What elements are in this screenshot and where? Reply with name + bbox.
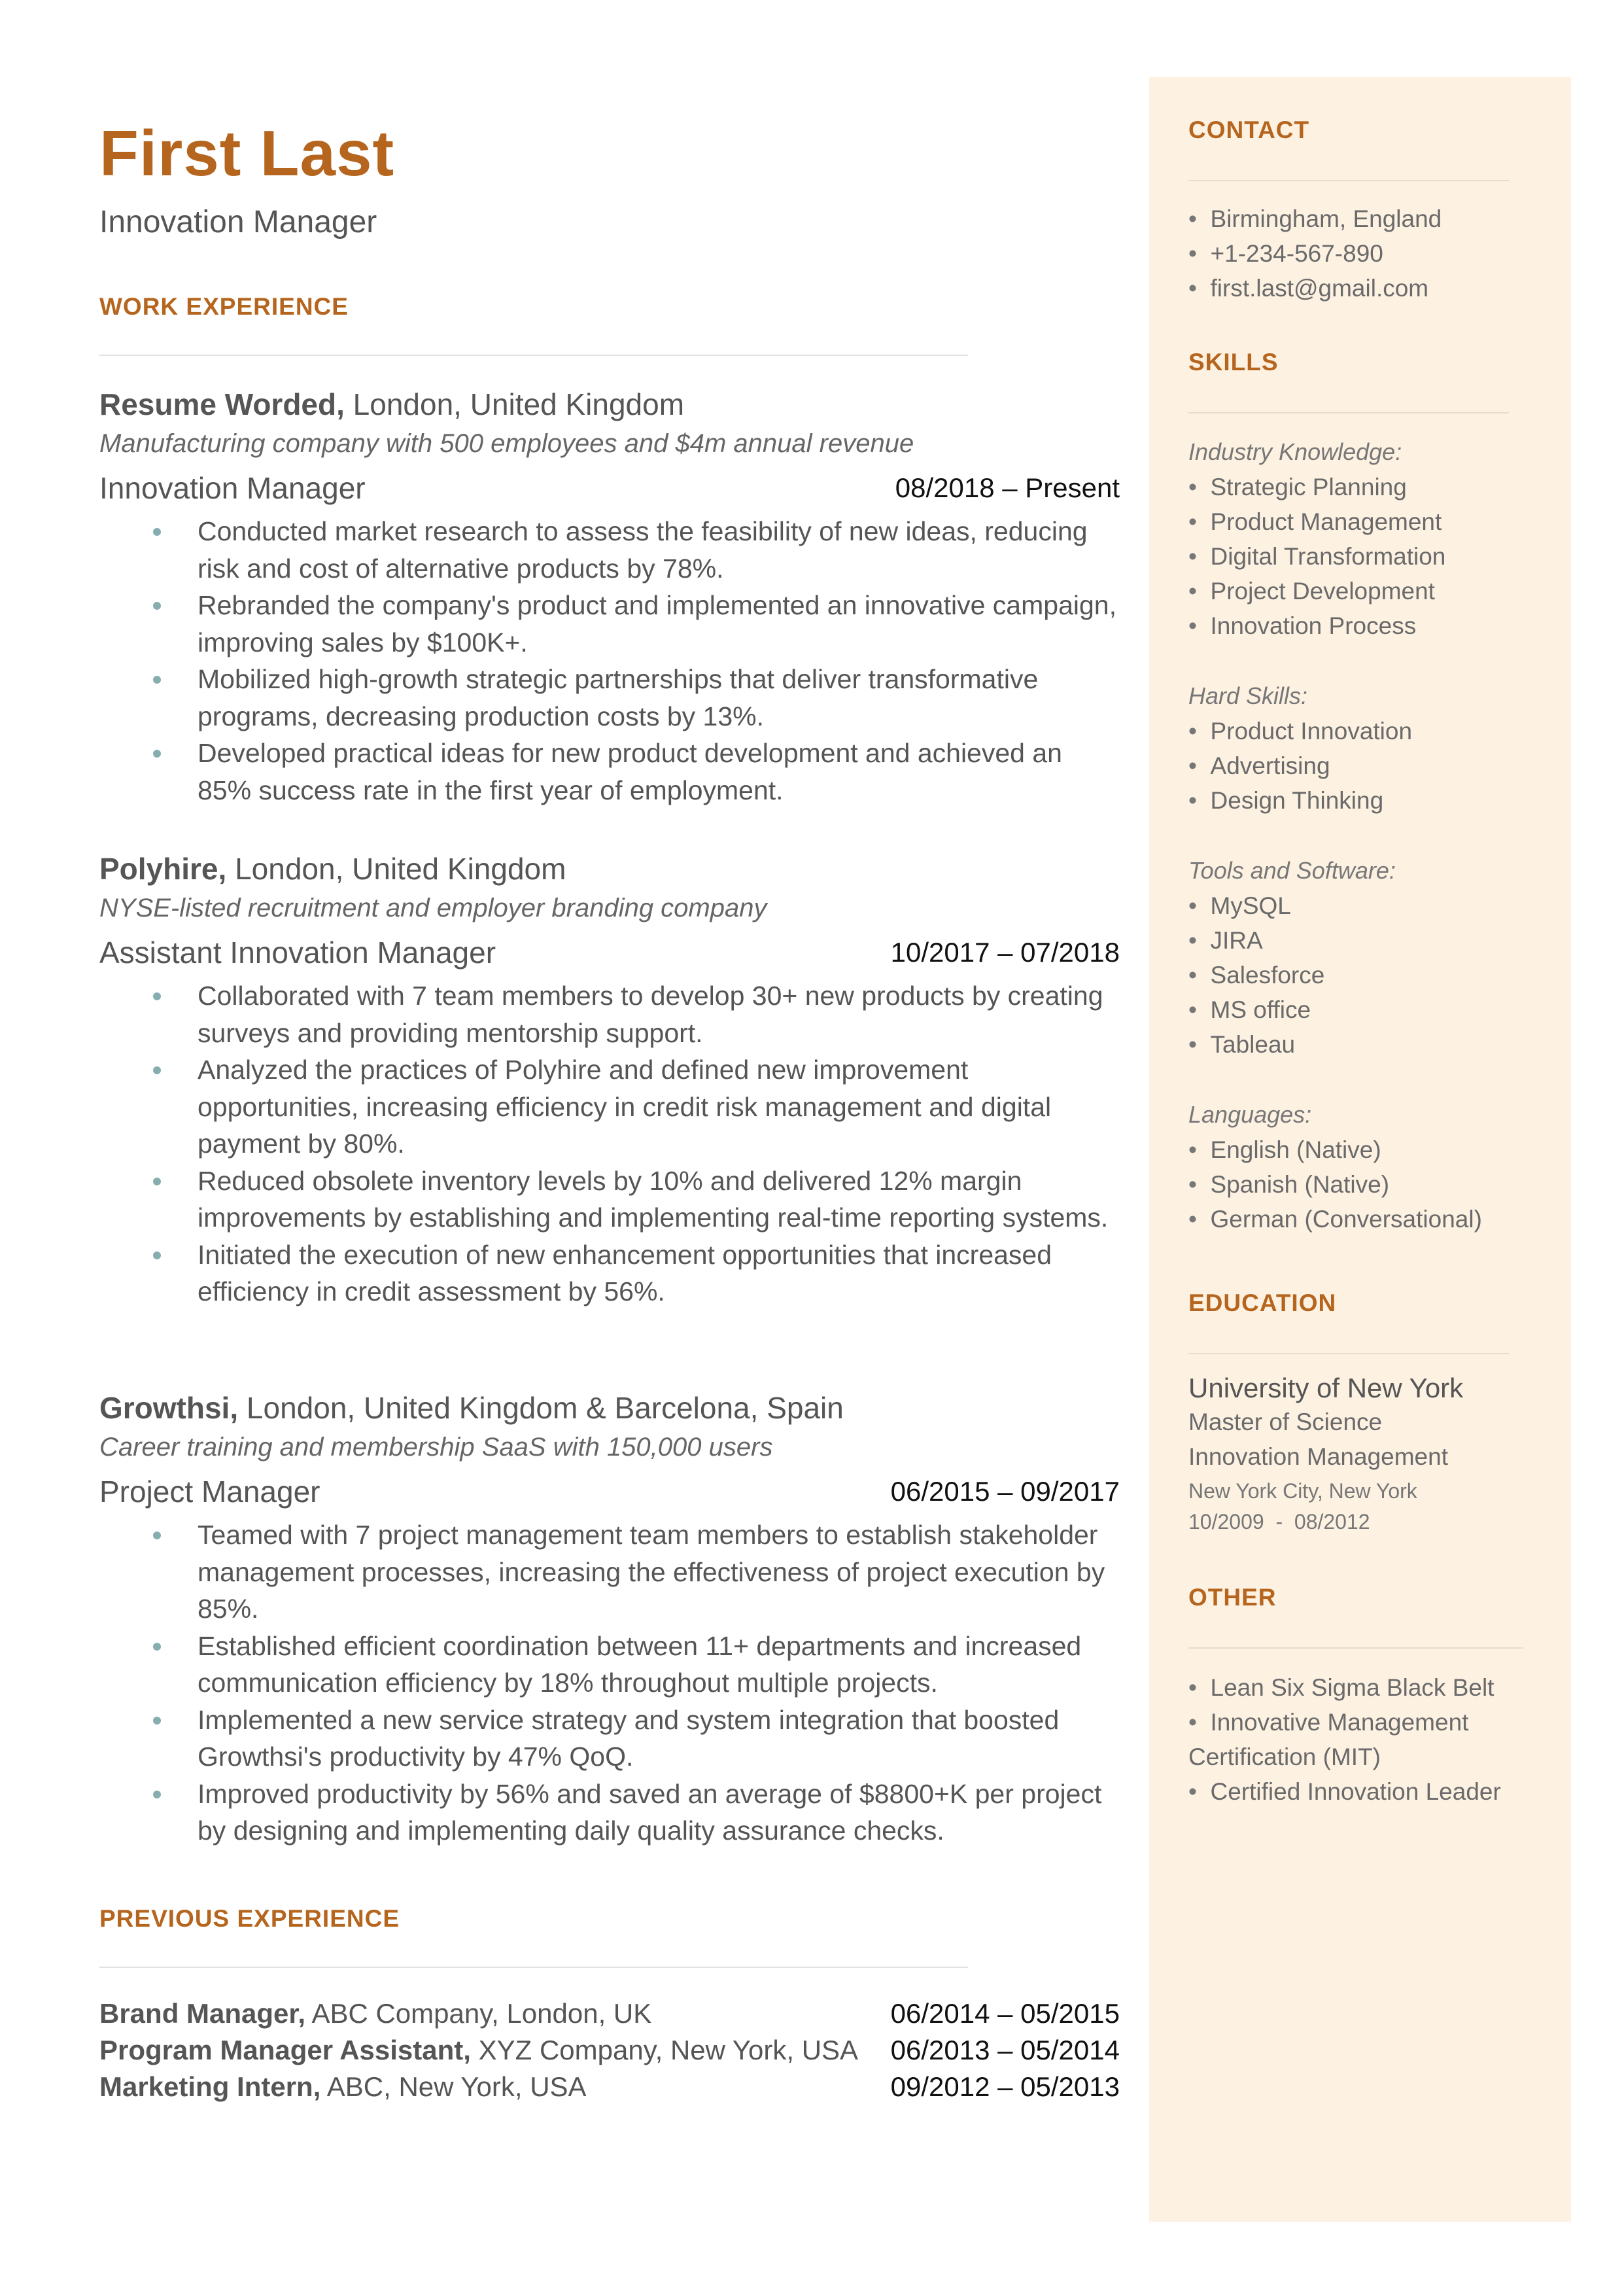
skill-item: • Product Innovation xyxy=(1188,714,1555,748)
previous-dates: 06/2014 – 05/2015 xyxy=(890,1998,1120,2029)
other-item: • Innovative Management Certification (MIT) xyxy=(1188,1705,1529,1774)
skill-list xyxy=(1188,888,1555,1062)
company-line xyxy=(99,1388,1120,1428)
company-name: Resume Worded, xyxy=(99,387,345,421)
candidate-title: Innovation Manager xyxy=(99,205,377,239)
job-role: Project Manager xyxy=(99,1475,320,1509)
skill-list xyxy=(1188,1132,1555,1236)
other-list xyxy=(1188,1670,1529,1809)
skill-category: Hard Skills: xyxy=(1188,682,1308,709)
degree: Master of Science xyxy=(1188,1409,1383,1435)
job-role: Innovation Manager xyxy=(99,471,366,505)
company-description: NYSE-listed recruitment and employer branding company xyxy=(99,894,767,922)
skill-item: • JIRA xyxy=(1188,923,1555,958)
skill-item: • German (Conversational) xyxy=(1188,1202,1555,1236)
company-location: London, United Kingdom & Barcelona, Spain xyxy=(238,1391,844,1425)
previous-role: Marketing Intern, xyxy=(99,2071,321,2102)
job-entry xyxy=(99,1388,1120,1849)
previous-org: ABC Company, London, UK xyxy=(305,1998,652,2029)
previous-org: ABC, New York, USA xyxy=(320,2071,587,2102)
skill-list xyxy=(1188,714,1555,818)
company-name: Polyhire, xyxy=(99,852,227,886)
previous-job-row xyxy=(99,2069,1120,2105)
contact-list xyxy=(1188,201,1555,306)
company-description: Career training and membership SaaS with 150,000 users xyxy=(99,1433,773,1462)
company-name: Growthsi, xyxy=(99,1391,239,1425)
skill-item: • Tableau xyxy=(1188,1027,1555,1062)
company-line xyxy=(99,385,1120,424)
job-dates: 08/2018 – Present xyxy=(895,472,1120,503)
school-location: New York City, New York xyxy=(1188,1479,1417,1503)
job-bullet: Reduced obsolete inventory levels by 10% and delivered 12% margin improvements by establishing and implementing real-time reporting systems. xyxy=(99,1163,1120,1236)
previous-experience-heading: PREVIOUS EXPERIENCE xyxy=(99,1905,400,1932)
job-bullet: Improved productivity by 56% and saved an average of $8800+K per project by designing and implementing daily quality assurance checks. xyxy=(99,1776,1120,1849)
job-bullets xyxy=(99,1516,1120,1849)
other-item: • Certified Innovation Leader xyxy=(1188,1774,1529,1809)
other-item: • Lean Six Sigma Black Belt xyxy=(1188,1670,1529,1705)
previous-role: Program Manager Assistant, xyxy=(99,2035,471,2065)
skill-category: Industry Knowledge: xyxy=(1188,438,1402,465)
role-row xyxy=(99,1467,1120,1516)
contact-heading: CONTACT xyxy=(1188,116,1310,143)
job-bullet: Initiated the execution of new enhancement opportunities that increased efficiency in credit assessment by 56%. xyxy=(99,1236,1120,1310)
skill-item: • MS office xyxy=(1188,992,1555,1027)
section-divider xyxy=(99,1967,968,1968)
company-location: London, United Kingdom xyxy=(226,852,566,886)
company-line xyxy=(99,849,1120,888)
job-bullet: Teamed with 7 project management team members to establish stakeholder management processes, increasing the effectiveness of project execution by 85%. xyxy=(99,1516,1120,1628)
skill-item: • Spanish (Native) xyxy=(1188,1167,1555,1202)
company-description: Manufacturing company with 500 employees and $4m annual revenue xyxy=(99,429,914,458)
skill-item: • Salesforce xyxy=(1188,958,1555,992)
job-dates: 06/2015 – 09/2017 xyxy=(890,1476,1120,1507)
sidebar-divider xyxy=(1188,1353,1509,1354)
skill-item: • Digital Transformation xyxy=(1188,539,1555,574)
job-dates: 10/2017 – 07/2018 xyxy=(890,937,1120,968)
previous-role: Brand Manager, xyxy=(99,1998,306,2029)
education-heading: EDUCATION xyxy=(1188,1289,1337,1316)
other-heading: OTHER xyxy=(1188,1584,1277,1611)
job-bullets xyxy=(99,513,1120,809)
job-bullet: Implemented a new service strategy and system integration that boosted Growthsi's productivity by 47% QoQ. xyxy=(99,1702,1120,1776)
job-bullet: Analyzed the practices of Polyhire and defined new improvement opportunities, increasing efficiency in credit risk management and digital payment by 80%. xyxy=(99,1051,1120,1163)
sidebar xyxy=(1149,77,1571,2222)
skill-item: • Project Development xyxy=(1188,574,1555,608)
job-entry xyxy=(99,849,1120,1310)
education-dates: 10/2009 - 08/2012 xyxy=(1188,1510,1370,1533)
field-of-study: Innovation Management xyxy=(1188,1443,1448,1470)
skill-item: • Strategic Planning xyxy=(1188,470,1555,504)
candidate-name: First Last xyxy=(99,117,395,189)
skill-item: • Innovation Process xyxy=(1188,608,1555,643)
sidebar-divider xyxy=(1188,412,1509,413)
skill-item: • MySQL xyxy=(1188,888,1555,923)
job-role: Assistant Innovation Manager xyxy=(99,936,496,970)
contact-phone: • +1-234-567-890 xyxy=(1188,236,1555,271)
company-location: London, United Kingdom xyxy=(344,387,685,421)
section-divider xyxy=(99,355,968,356)
skill-item: • English (Native) xyxy=(1188,1132,1555,1167)
previous-org: XYZ Company, New York, USA xyxy=(470,2035,859,2065)
skill-list xyxy=(1188,470,1555,643)
contact-email: • first.last@gmail.com xyxy=(1188,271,1555,306)
school-name: University of New York xyxy=(1188,1373,1464,1403)
job-bullets xyxy=(99,977,1120,1310)
job-bullet: Conducted market research to assess the feasibility of new ideas, reducing risk and cost of alternative products by 78%. xyxy=(99,513,1120,587)
job-bullet: Collaborated with 7 team members to develop 30+ new products by creating surveys and providing mentorship support. xyxy=(99,977,1120,1051)
job-bullet: Rebranded the company's product and implemented an innovative campaign, improving sales by $100K+. xyxy=(99,587,1120,661)
sidebar-divider xyxy=(1188,180,1509,181)
work-experience-heading: WORK EXPERIENCE xyxy=(99,293,349,320)
skills-heading: SKILLS xyxy=(1188,349,1279,376)
role-row xyxy=(99,463,1120,513)
main-column xyxy=(99,0,1120,2295)
sidebar-divider xyxy=(1188,1647,1523,1649)
previous-dates: 06/2013 – 05/2014 xyxy=(890,2035,1120,2065)
previous-dates: 09/2012 – 05/2013 xyxy=(890,2071,1120,2102)
job-bullet: Mobilized high-growth strategic partnerships that deliver transformative programs, decreasing production costs by 13%. xyxy=(99,661,1120,735)
previous-job-row xyxy=(99,1995,1120,2032)
skill-category: Tools and Software: xyxy=(1188,857,1396,884)
skill-item: • Product Management xyxy=(1188,504,1555,539)
skill-item: • Design Thinking xyxy=(1188,783,1555,818)
job-bullet: Developed practical ideas for new product development and achieved an 85% success rate in the first year of employment. xyxy=(99,735,1120,809)
skill-category: Languages: xyxy=(1188,1101,1312,1128)
job-entry xyxy=(99,385,1120,809)
contact-location: • Birmingham, England xyxy=(1188,201,1555,236)
skill-item: • Advertising xyxy=(1188,748,1555,783)
role-row xyxy=(99,928,1120,977)
previous-job-row xyxy=(99,2032,1120,2069)
job-bullet: Established efficient coordination between 11+ departments and increased communication efficiency by 18% throughout multiple projects. xyxy=(99,1628,1120,1702)
